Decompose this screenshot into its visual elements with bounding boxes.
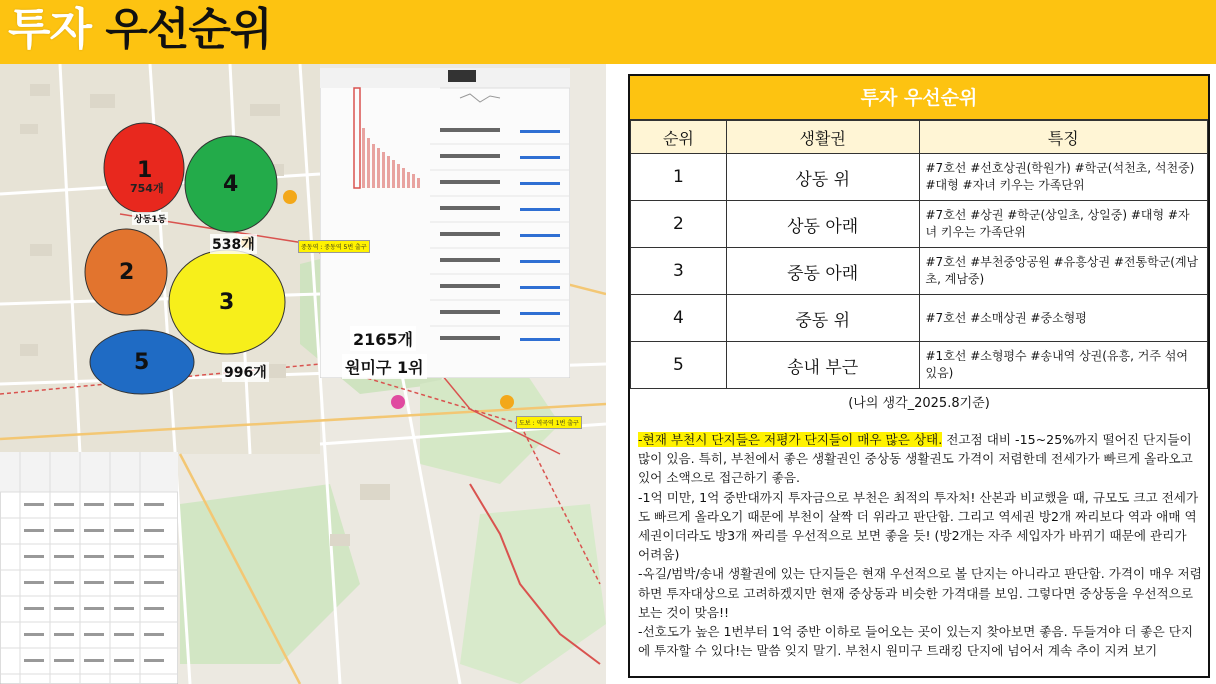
rank-cell: 1 — [631, 154, 727, 201]
header-banner — [0, 0, 1216, 64]
priority-panel — [628, 74, 1210, 678]
rank-cell: 2 — [631, 201, 727, 248]
circle-1-label: 1 — [137, 158, 153, 183]
header-feature: 특징 — [919, 121, 1208, 154]
table-row — [631, 154, 1208, 201]
rank-cell: 4 — [631, 295, 727, 342]
rank-cell: 3 — [631, 248, 727, 295]
page-title-part1: 투자 — [8, 4, 92, 55]
note-paragraph-2: -1억 미만, 1억 중반대까지 투자금으로 부천은 최적의 투자처! 산본과 비교했을 때, 규모도 크고 전세가도 빠르게 올라오기 때문에 부천이 살짝 더 위라고 판단함. 그리고 역세권 방2개 짜리보다 역과 애매 역세권이더라도 방3개 짜리를 우선적으로 보면 좋을 듯! (방2개는 자주 세입자가 바뀌기 때문에 관리가 어려움) — [638, 489, 1199, 563]
station-label: 상동1동 — [132, 212, 168, 225]
circle-3-label: 3 — [219, 290, 235, 315]
count-2165: 2165개 — [350, 326, 416, 351]
map-tag-station-2: 도보 : 역곡역 1번 출구 — [516, 416, 582, 429]
rank-cell: 5 — [631, 342, 727, 389]
feature-cell: #7호선 #상권 #학군(상일초, 상일중) #대형 #자녀 키우는 가족단위 — [919, 201, 1208, 248]
area-cell: 송내 부근 — [726, 342, 919, 389]
circle-2-label: 2 — [119, 260, 135, 285]
page-title — [8, 2, 271, 58]
page-title-part2: 우선순위 — [105, 4, 272, 55]
area-cell: 상동 아래 — [726, 201, 919, 248]
note-paragraph-3: -옥길/범박/송내 생활권에 있는 단지들은 현재 우선적으로 볼 단지는 아니라고 판단함. 가격이 매우 저렴하면 투자대상으로 고려하겠지만 현재 중상동과 비슷한 가격대를 보임. 그렇다면 중상동을 우선적으로 보는 것이 맞음!! — [638, 566, 1202, 620]
feature-cell: #7호선 #선호상권(학원가) #학군(석천초, 석천중) #대형 #자녀 키우는 가족단위 — [919, 154, 1208, 201]
note-paragraph-1 — [638, 430, 1202, 488]
area-cell: 중동 아래 — [726, 248, 919, 295]
priority-circles — [0, 64, 606, 684]
feature-cell: #7호선 #부천중앙공원 #유흥상권 #전통학군(계남초, 계남중) — [919, 248, 1208, 295]
table-row — [631, 295, 1208, 342]
circle-4-label: 4 — [223, 172, 239, 197]
area-cell: 상동 위 — [726, 154, 919, 201]
rank-highlight: 원미구 1위 — [342, 354, 427, 379]
header-rank: 순위 — [631, 121, 727, 154]
priority-table — [630, 120, 1208, 389]
note-title: (나의 생각_2025.8기준) — [848, 396, 990, 411]
note-paragraph-1-rest: 전고점 대비 -15~25%까지 떨어진 단지들이 많이 있음. 특히, 부천에서 좋은 생활권인 중상동 생활권도 가격이 저렴한데 전세가가 빠르게 올라오고 있어 소액으로 접근하기 좋음. — [638, 432, 1193, 486]
area-cell: 중동 위 — [726, 295, 919, 342]
note-highlight: -현재 부천시 단지들은 저평가 단지들이 매우 많은 상태. — [638, 432, 943, 447]
map-screenshot — [0, 64, 606, 684]
panel-title: 투자 우선순위 — [630, 76, 1208, 120]
circle-1-count: 754개 — [130, 182, 164, 195]
table-row — [631, 342, 1208, 389]
count-996: 996개 — [222, 362, 269, 382]
count-538: 538개 — [210, 234, 257, 254]
map-tag-station-1: 중동역 : 중동역 5번 출구 — [298, 240, 370, 253]
feature-cell: #1호선 #소형평수 #송내역 상권(유흥, 거주 섞여 있음) — [919, 342, 1208, 389]
table-row — [631, 201, 1208, 248]
feature-cell: #7호선 #소매상권 #중소형평 — [919, 295, 1208, 342]
opinion-note — [638, 430, 1202, 660]
circle-5-label: 5 — [134, 350, 150, 375]
table-row — [631, 248, 1208, 295]
note-paragraph-4: -선호도가 높은 1번부터 1억 중반 이하로 들어오는 곳이 있는지 찾아보면 좋음. 두들겨야 더 좋은 단지에 투자할 수 있다!는 말씀 잊지 말기. 부천시 원미구 트래킹 단지에 넘어서 계속 추이 지켜 보기 — [638, 624, 1194, 659]
header-area: 생활권 — [726, 121, 919, 154]
